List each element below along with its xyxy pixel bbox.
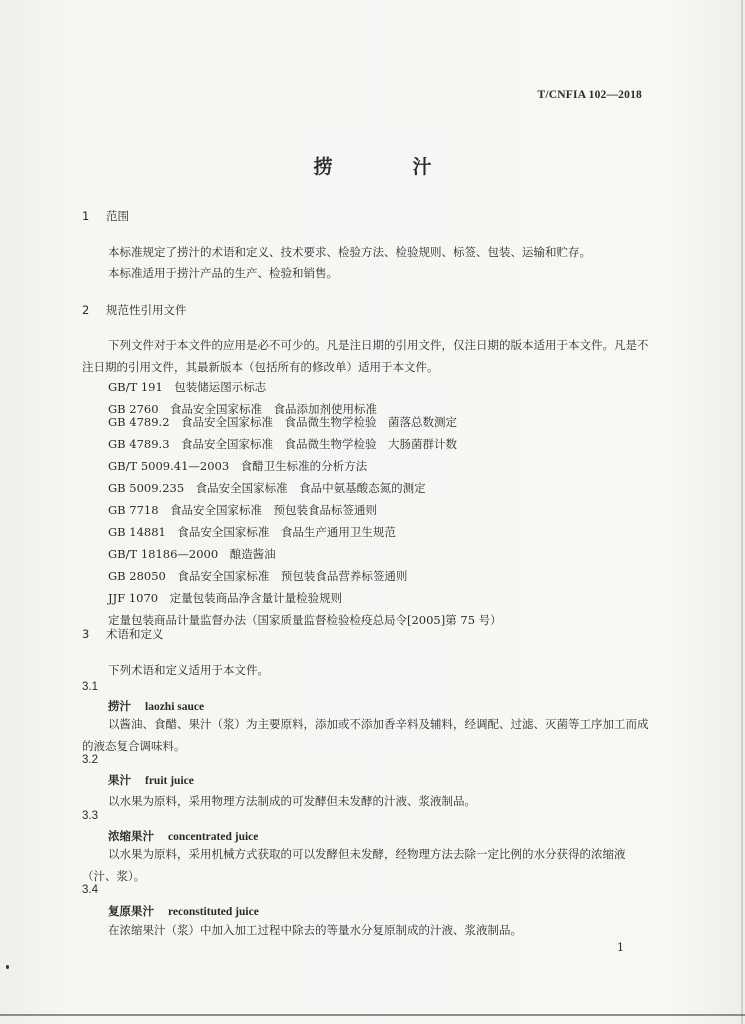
reference-item: GB/T 191 包装储运图示标志 — [108, 380, 267, 394]
page-number: 1 — [617, 941, 624, 954]
scan-edge-right — [741, 0, 743, 1024]
term-zh: 复原果汁 — [108, 904, 154, 918]
term-definition: 以水果为原料，采用机械方式获取的可以发酵但未发酵，经物理方法去除一定比例的水分获得的浓缩液（汁、浆）。 — [82, 847, 626, 883]
title-char-2: 汁 — [412, 156, 432, 178]
term-heading — [108, 698, 204, 714]
reference-item: GB 5009.235 食品安全国家标准 食品中氨基酸态氮的测定 — [108, 481, 426, 495]
reference-item: GB 2760 食品安全国家标准 食品添加剂使用标准 — [108, 402, 378, 416]
term-en: fruit juice — [145, 775, 194, 787]
title-char-1: 捞 — [313, 156, 333, 178]
reference-item: JJF 1070 定量包装商品净含量计量检验规则 — [108, 591, 343, 605]
term-zh: 浓缩果汁 — [108, 829, 154, 843]
term-en: concentrated juice — [168, 831, 259, 843]
section-title: 术语和定义 — [106, 627, 164, 641]
page-title — [0, 152, 745, 179]
term-heading — [108, 903, 259, 919]
scan-speck — [6, 965, 9, 969]
section-number: 1 — [82, 209, 90, 223]
paragraph: 本标准适用于捞汁产品的生产、检验和销售。 — [108, 266, 338, 280]
section-heading-references — [82, 302, 187, 318]
section-title: 规范性引用文件 — [106, 303, 187, 317]
section-title: 范围 — [106, 209, 129, 223]
reference-item: GB 4789.2 食品安全国家标准 食品微生物学检验 菌落总数测定 — [108, 415, 458, 429]
term-zh: 捞汁 — [108, 699, 131, 713]
paragraph: 下列术语和定义适用于本文件。 — [108, 663, 269, 677]
term-definition: 在浓缩果汁（浆）中加入加工过程中除去的等量水分复原制成的汁液、浆液制品。 — [108, 923, 522, 937]
reference-item: GB 28050 食品安全国家标准 预包装食品营养标签通则 — [108, 569, 408, 583]
term-en: laozhi sauce — [145, 701, 205, 713]
term-definition: 以水果为原料，采用物理方法制成的可发酵但未发酵的汁液、浆液制品。 — [108, 794, 476, 808]
scan-edge-bottom — [0, 1014, 745, 1016]
paragraph: 下列文件对于本文件的应用是必不可少的。凡是注日期的引用文件，仅注日期的版本适用于本文件。凡是不注日期的引用文件，其最新版本（包括所有的修改单）适用于本文件。 — [82, 338, 649, 374]
term-zh: 果汁 — [108, 773, 131, 787]
reference-item: GB 4789.3 食品安全国家标准 食品微生物学检验 大肠菌群计数 — [108, 437, 458, 451]
term-number: 3.2 — [82, 754, 98, 766]
term-heading — [108, 828, 258, 844]
reference-item: GB/T 18186—2000 酿造酱油 — [108, 547, 276, 561]
section-heading-terms — [82, 626, 164, 642]
section-number: 3 — [82, 627, 90, 641]
reference-item: GB/T 5009.41—2003 食醋卫生标准的分析方法 — [108, 459, 368, 473]
paragraph: 本标准规定了捞汁的术语和定义、技术要求、检验方法、检验规则、标签、包装、运输和贮存。 — [108, 245, 591, 259]
term-heading — [108, 772, 194, 788]
term-number: 3.1 — [82, 681, 98, 693]
term-definition: 以酱油、食醋、果汁（浆）为主要原料，添加或不添加香辛料及辅料，经调配、过滤、灭菌等工序加工而成的液态复合调味料。 — [82, 717, 649, 753]
reference-item: GB 14881 食品安全国家标准 食品生产通用卫生规范 — [108, 525, 396, 539]
term-en: reconstituted juice — [168, 906, 259, 918]
section-number: 2 — [82, 303, 90, 317]
reference-item: GB 7718 食品安全国家标准 预包装食品标签通则 — [108, 503, 378, 517]
reference-item: 定量包装商品计量监督办法（国家质量监督检验检疫总局令[2005]第 75 号） — [108, 613, 502, 627]
standard-code: T/CNFIA 102—2018 — [537, 89, 642, 101]
term-number: 3.4 — [82, 884, 98, 896]
term-number: 3.3 — [82, 810, 98, 822]
section-heading-scope — [82, 208, 129, 224]
